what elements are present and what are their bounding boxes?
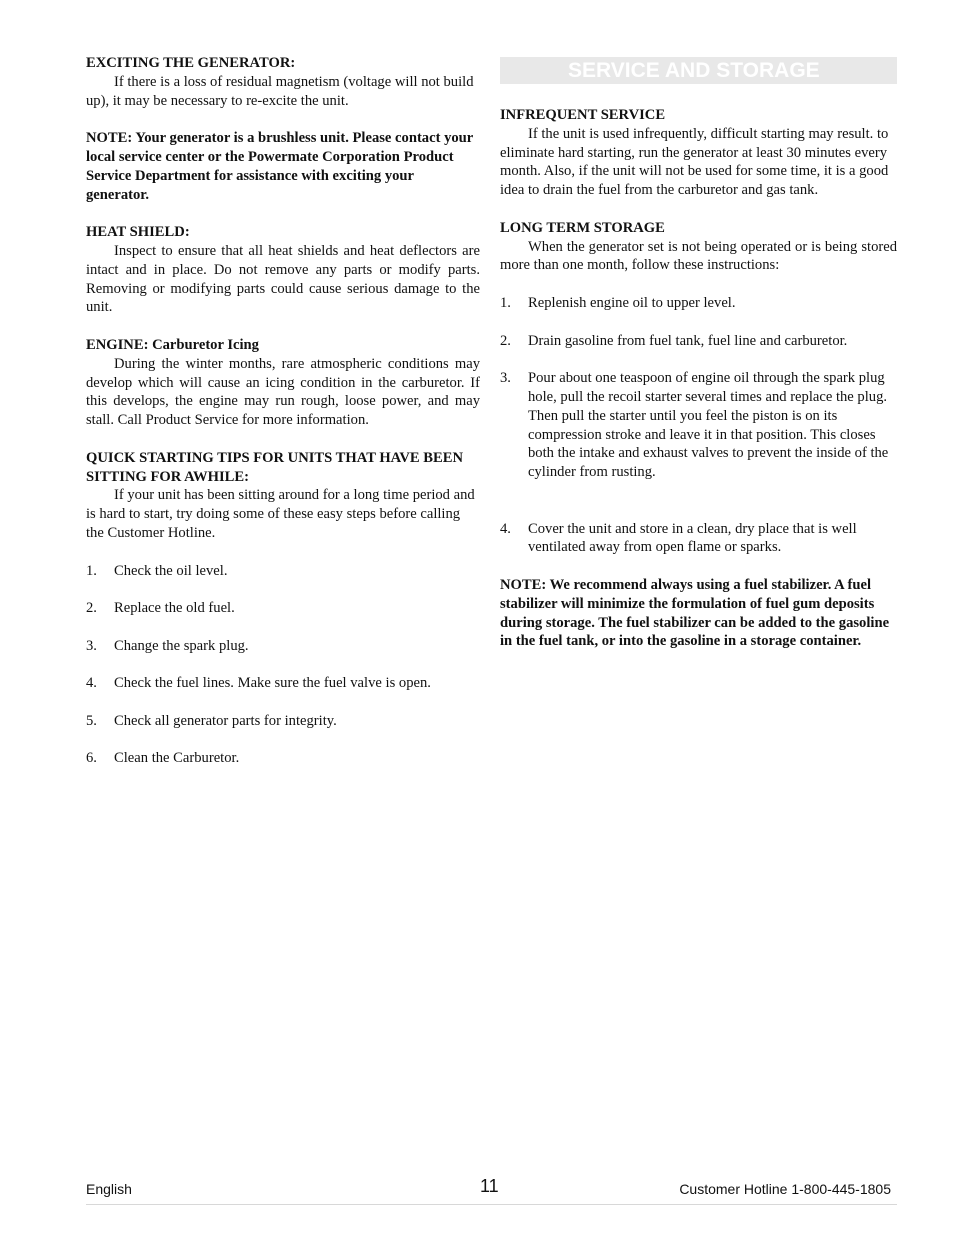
list-item: [86, 674, 480, 693]
footer-language: English: [86, 1181, 132, 1197]
list-number: 2.: [86, 600, 97, 617]
exciting-heading: EXCITING THE GENERATOR:: [86, 55, 296, 71]
left-column: [86, 54, 480, 768]
list-item: [500, 294, 897, 313]
list-number: 2.: [500, 332, 511, 349]
list-text: Pour about one teaspoon of engine oil through the spark plug hole, pull the recoil starter several times and replace the plug. Then pull the starter until you feel the piston is on its compression stroke and leave it in that position. This closes both the intake and exhaust valves to prevent the inside of the cylinder from rusting.: [528, 370, 889, 481]
list-number: 1.: [500, 294, 511, 311]
infrequent-body: If the unit is used infrequently, difficult starting may result. to eliminate hard starting, run the generator at least 30 minutes every month. Also, if the unit will not be used for some time, it is a good idea to drain the fuel from the carburetor and gas tank.: [500, 125, 889, 199]
heat-shield-heading: HEAT SHIELD:: [86, 224, 190, 241]
list-text: Check all generator parts for integrity.: [114, 712, 337, 729]
engine-body: During the winter months, rare atmospheric conditions may develop which will cause an icing condition in the carburetor. If this develops, the engine may run rough, loose power, and may stall. Call Product Service for more information.: [86, 355, 480, 429]
list-number: 4.: [86, 675, 97, 692]
engine-heading: ENGINE: Carburetor Icing: [86, 336, 259, 353]
heat-shield-body: Inspect to ensure that all heat shields and heat deflectors are intact and in place. Do not remove any parts or modify parts. Removing or modifying parts could cause serious damage to the unit.: [86, 242, 480, 316]
list-text: Check the fuel lines. Make sure the fuel valve is open.: [114, 675, 431, 692]
exciting-body: If there is a loss of residual magnetism (voltage will not build up), it may be necessary to re-excite the unit.: [86, 73, 474, 109]
list-number: 3.: [500, 370, 511, 387]
list-item: [86, 712, 480, 731]
list-number: 3.: [86, 637, 97, 654]
page-footer: [86, 1178, 897, 1205]
list-number: 4.: [500, 520, 511, 537]
list-text: Replace the old fuel.: [114, 600, 235, 617]
list-text: Drain gasoline from fuel tank, fuel line and carburetor.: [528, 332, 848, 349]
quick-start-body: If your unit has been sitting around for a long time period and is hard to start, try doing some of these easy steps before calling the Customer Hotline.: [86, 487, 475, 541]
list-number: 1.: [86, 562, 97, 579]
list-item: [86, 749, 480, 768]
list-text: Replenish engine oil to upper level.: [528, 294, 736, 311]
list-item: [500, 520, 897, 558]
stabilizer-note: NOTE: We recommend always using a fuel stabilizer. A fuel stabilizer will minimize the formulation of fuel gum deposits during storage. The fuel stabilizer can be added to the gasoline in the fuel tank, or into the gasoline in a storage container.: [500, 576, 890, 650]
list-text: Change the spark plug.: [114, 637, 249, 654]
list-item: [500, 332, 897, 351]
list-number: 6.: [86, 750, 97, 767]
list-item: [86, 599, 480, 618]
infrequent-heading: INFREQUENT SERVICE: [500, 107, 666, 123]
list-text: Clean the Carburetor.: [114, 750, 240, 767]
long-term-body: When the generator set is not being operated or is being stored more than one month, follow these instructions:: [500, 238, 897, 274]
list-number: 5.: [86, 712, 97, 729]
right-column: [500, 57, 897, 651]
list-text: Cover the unit and store in a clean, dry place that is well ventilated away from open flame or sparks.: [528, 520, 857, 556]
list-item: [500, 369, 897, 482]
list-item: [86, 637, 480, 656]
footer-hotline: Customer Hotline 1-800-445-1805: [679, 1181, 891, 1197]
long-term-heading: LONG TERM STORAGE: [500, 219, 665, 236]
list-item: [86, 562, 480, 581]
brushless-note: NOTE: Your generator is a brushless unit. Please contact your local service center or the Powermate Corporation Product Service Department for assistance with exciting your generator.: [86, 130, 474, 203]
section-banner: SERVICE AND STORAGE: [500, 57, 897, 84]
list-text: Check the oil level.: [114, 562, 228, 579]
page-number: 11: [480, 1176, 499, 1196]
quick-start-heading: QUICK STARTING TIPS FOR UNITS THAT HAVE BEEN SITTING FOR AWHILE:: [86, 449, 463, 485]
